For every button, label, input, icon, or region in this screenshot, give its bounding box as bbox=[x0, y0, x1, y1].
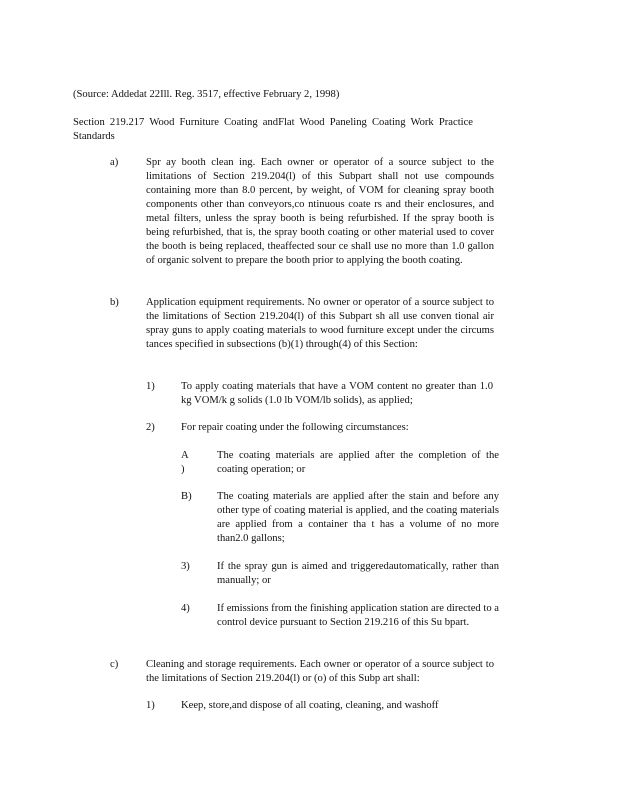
paragraph-marker: 3) bbox=[181, 561, 190, 572]
paragraph-text: To apply coating materials that have a VOM content no greater than 1.0 kg VOM/k g solids (1.0 lb VOM/lb solids), as applied; bbox=[181, 381, 493, 406]
paragraph-text: Spr ay booth clean ing. Each owner or operator of a source subject to the limitations of Section 219.204(l) of this Subpart shall not use compounds containing more than 8.0 percent, by weight, of VOM for cleaning spray booth components other than conveyors,co ntinuous coate rs and their enclosures, and metal filters, unless the spray booth is being refurbished. If the spray booth is being refurbished, that is, the spray booth coating or other material used to cover the booth is being replaced, theaffected sour ce shall use no more than 1.0 gallon of organic solvent to prepare the booth prior to applying the booth coating. bbox=[146, 157, 494, 266]
paragraph-text: Keep, store,and dispose of all coating, cleaning, and washoff bbox=[181, 700, 439, 711]
paragraph-text: If the spray gun is aimed and triggeredautomatically, rather than manually; or bbox=[217, 561, 499, 586]
paragraph-text: Cleaning and storage requirements. Each owner or operator of a source subject to the limitations of Section 219.204(l) or (o) of this Subp art shall: bbox=[146, 659, 494, 684]
paragraph-text: The coating materials are applied after the completion of the coating operation; or bbox=[217, 450, 499, 475]
source-note: (Source: Addedat 22Ill. Reg. 3517, effective February 2, 1998) bbox=[73, 89, 340, 100]
paragraph-marker: a) bbox=[110, 157, 119, 168]
paragraph-marker: 1) bbox=[146, 700, 155, 711]
paragraph-text: If emissions from the finishing application station are directed to a control device pursuant to Section 219.216 of this Su bpart. bbox=[217, 603, 499, 628]
paragraph-marker: b) bbox=[110, 297, 119, 308]
paragraph-marker: 1) bbox=[146, 381, 155, 392]
paragraph-text: For repair coating under the following circumstances: bbox=[181, 422, 409, 433]
paragraph-marker: B) bbox=[181, 491, 192, 502]
section-heading: Section 219.217 Wood Furniture Coating andFlat Wood Paneling Coating Work Practice Standards bbox=[73, 117, 473, 142]
paragraph-text: The coating materials are applied after the stain and before any other type of coating material is applied, and the coating materials are applied from a container tha t has a volume of no more than2.0 gallons; bbox=[217, 491, 499, 544]
paragraph-marker: 2) bbox=[146, 422, 155, 433]
paragraph-text: Application equipment requirements. No owner or operator of a source subject to the limitations of Section 219.204(l) of this Subpart sh all use conven tional air spray guns to apply coating materials to wood furniture except under the circums tances specified in subsections (b)(1) through(4) of this Section: bbox=[146, 297, 494, 350]
paragraph-marker: A ) bbox=[181, 450, 189, 475]
paragraph-marker: 4) bbox=[181, 603, 190, 614]
paragraph-marker: c) bbox=[110, 659, 119, 670]
